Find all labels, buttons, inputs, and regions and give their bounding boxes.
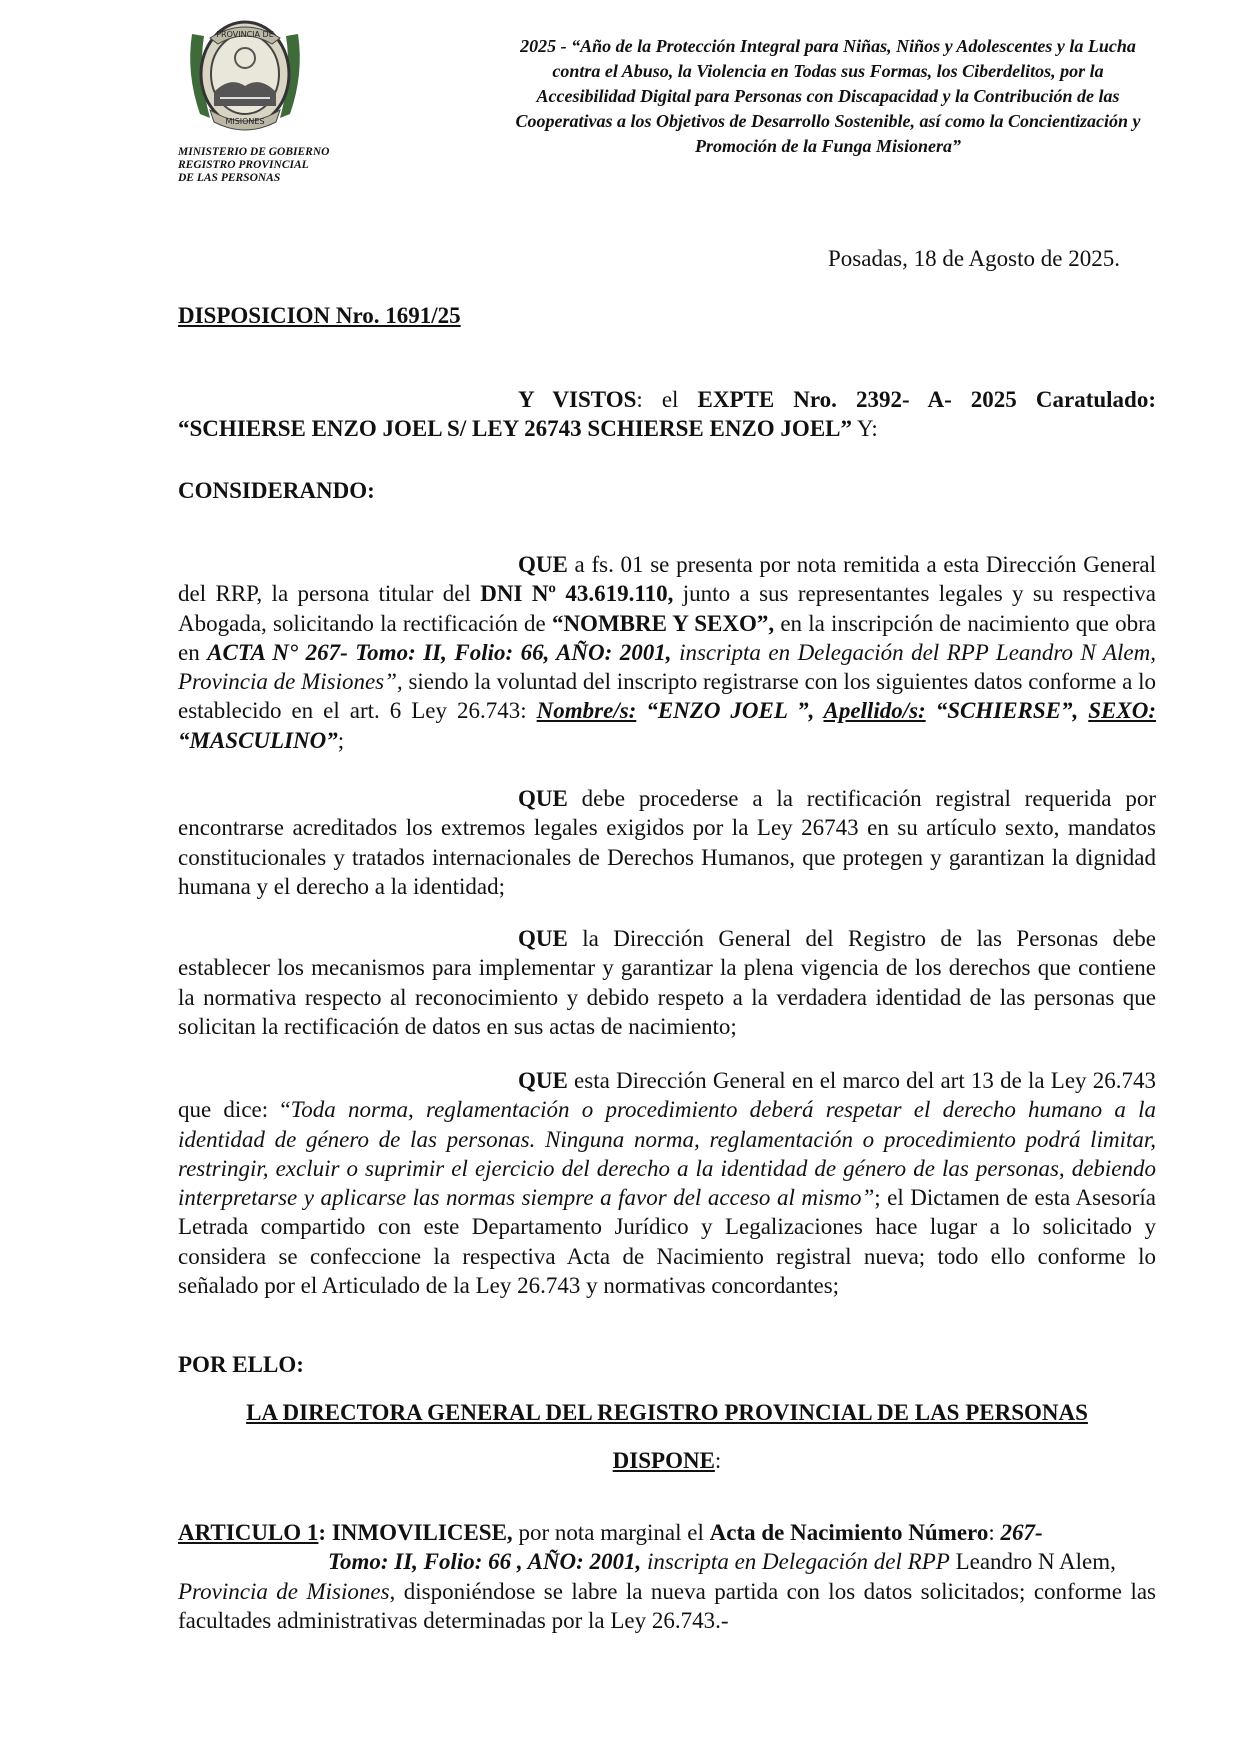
document-date: Posadas, 18 de Agosto de 2025. [828, 246, 1120, 271]
ministry-line: DE LAS PERSONAS [178, 172, 281, 184]
ministry-line: REGISTRO PROVINCIAL [178, 159, 309, 171]
vistos-paragraph: Y VISTOS: el EXPTE Nro. 2392- A- 2025 Caratulado: “SCHIERSE ENZO JOEL S/ LEY 26743 SCHIERSE ENZO JOEL” Y: [178, 387, 1156, 442]
que-paragraph-1: QUE a fs. 01 se presenta por nota remitida a esta Dirección General del RRP, la persona titular del DNI Nº 43.619.110, junto a sus representantes legales y su respectiva Abogada, solicitando la rectificación de “NOMBRE Y SEXO”, en la inscripción de nacimiento que obra en ACTA N° 267- Tomo: II, Folio: 66, AÑO: 2001, inscripta en Delegación del RPP Leandro N Alem, Provincia de Misiones”, siendo la voluntad del inscripto registrarse con los siguientes datos conforme a lo establecido en el art. 6 Ley 26.743: Nombre/s: “ENZO JOEL ”, Apellido/s: “SCHIERSE”, SEXO: “MASCULINO”; [178, 552, 1157, 753]
vistos-lead: Y VISTOS [518, 387, 637, 412]
motto-line: Promoción de la Funga Misionera” [694, 136, 962, 156]
province-seal-logo [180, 14, 310, 136]
motto-line: Accesibilidad Digital para Personas con Discapacidad y la Contribución de las [536, 86, 1120, 106]
ministry-block [178, 146, 329, 185]
que-lead: QUE [518, 1068, 568, 1093]
disposition-title: DISPOSICION Nro. 1691/25 [178, 303, 461, 328]
que-lead: QUE [518, 786, 568, 811]
considerando-heading: CONSIDERANDO: [178, 478, 375, 503]
por-ello-heading: POR ELLO: [178, 1352, 304, 1377]
articulo-1-paragraph: ARTICULO 1: INMOVILICESE, por nota marginal el Acta de Nacimiento Número: 267- Tomo: II, Folio: 66 , AÑO: 2001, inscripta en Delegación del RPP Leandro N Alem, Provincia de Misiones, disponiéndose se labre la nueva partida con los datos solicitados; conforme las facultades administrativas determinadas por la Ley 26.743.- [178, 1520, 1156, 1633]
motto-line: 2025 - “Año de la Protección Integral para Niñas, Niños y Adolescentes y la Lucha [520, 36, 1136, 56]
motto-line: contra el Abuso, la Violencia en Todas sus Formas, los Ciberdelitos, por la [552, 61, 1104, 81]
que-paragraph-3: QUE la Dirección General del Registro de las Personas debe establecer los mecanismos para implementar y garantizar la plena vigencia de los derechos que contiene la normativa respecto al reconocimiento y debido respeto a la verdadera identidad de las personas que solicitan la rectificación de datos en sus actas de nacimiento; [178, 926, 1156, 1039]
dispone-heading: DISPONE: [612, 1448, 722, 1473]
seal-text-top: PROVINCIA DE [216, 30, 274, 39]
articulo-label: ARTICULO 1 [178, 1520, 319, 1545]
que-paragraph-2: QUE debe procederse a la rectificación registral requerida por encontrarse acreditados los extremos legales exigidos por la Ley 26743 en su artículo sexto, mandatos constitucionales y tratados internacionales de Derechos Humanos, que protegen y garantizan la dignidad humana y el derecho a la identidad; [178, 786, 1156, 899]
motto-line: Cooperativas a los Objetivos de Desarrollo Sostenible, así como la Concientización y [515, 111, 1141, 131]
que-lead: QUE [518, 552, 568, 577]
que-paragraph-4: QUE esta Dirección General en el marco del art 13 de la Ley 26.743 que dice: “Toda norma, reglamentación o procedimiento deberá respetar el derecho humano a la identidad de género de las personas. Ninguna norma, reglamentación o procedimiento podrá limitar, restringir, excluir o suprimir el ejercicio del derecho a la identidad de género de las personas, debiendo interpretarse y aplicarse las normas siempre a favor del acceso al mismo”; el Dictamen de esta Asesoría Letrada compartido con este Departamento Jurídico y Legalizaciones hace lugar a lo solicitado y considera se confeccione la respectiva Acta de Nacimiento registral nueva; todo ello conforme lo señalado por el Articulado de la Ley 26.743 y normativas concordantes; [178, 1068, 1156, 1299]
year-motto [448, 34, 1208, 159]
que-lead: QUE [518, 926, 568, 951]
directora-heading: LA DIRECTORA GENERAL DEL REGISTRO PROVINCIAL DE LAS PERSONAS [246, 1400, 1088, 1425]
seal-text-bottom: MISIONES [225, 117, 265, 126]
ministry-line: MINISTERIO DE GOBIERNO [178, 146, 330, 158]
